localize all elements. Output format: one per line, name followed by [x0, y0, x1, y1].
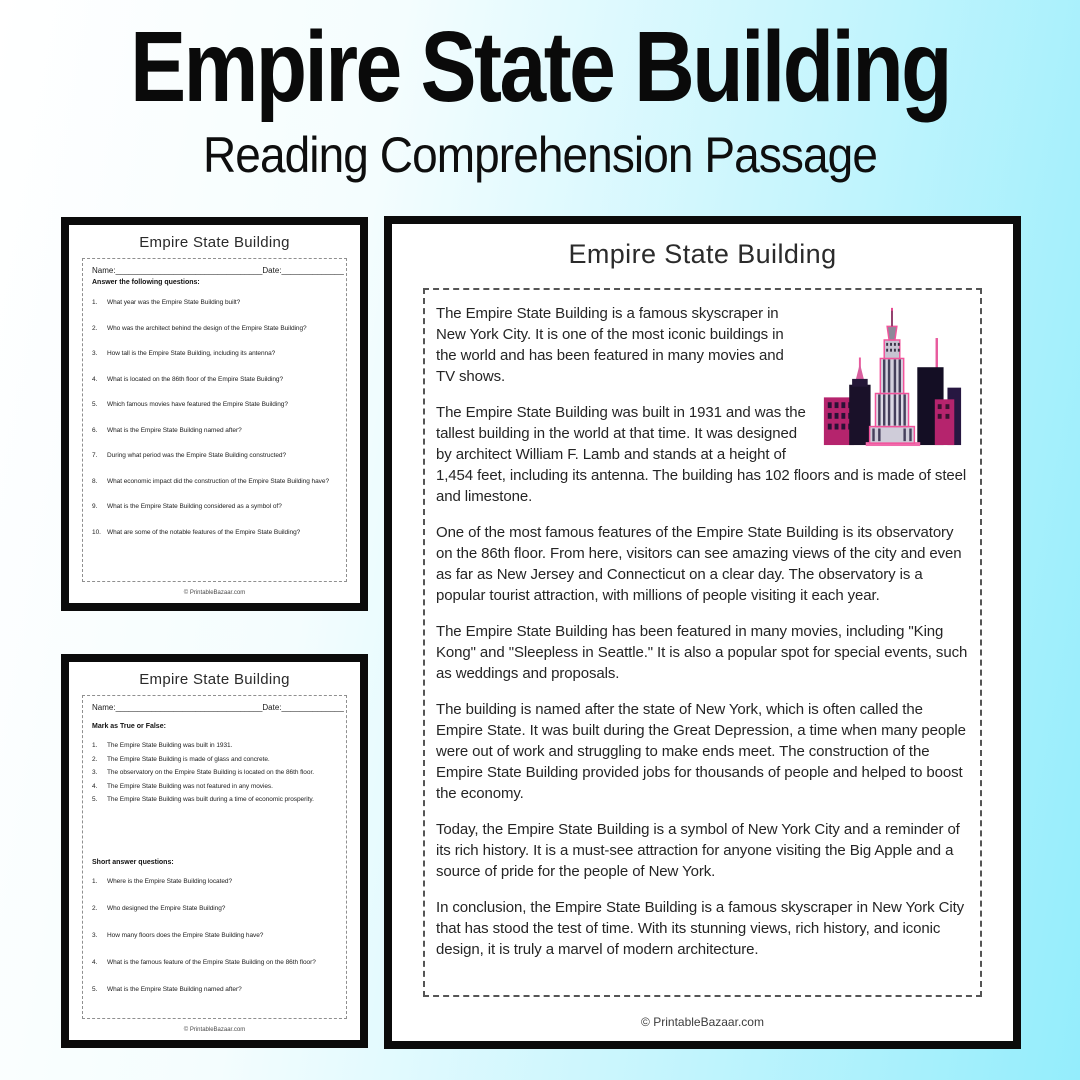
question-text: What is the Empire State Building considered as a symbol of?	[107, 503, 282, 510]
item-number: 5.	[92, 796, 98, 803]
name-field: Name:_________________________________	[92, 703, 263, 712]
worksheet-questions-box	[82, 258, 347, 582]
copyright-footer: © PrintableBazaar.com	[641, 1015, 764, 1029]
question-number: 5.	[92, 401, 98, 408]
truefalse-item	[92, 783, 337, 790]
section-label: Answer the following questions:	[92, 279, 200, 286]
question-number: 9.	[92, 503, 98, 510]
truefalse-item	[92, 769, 337, 776]
question-text: What are some of the notable features of the Empire State Building?	[107, 528, 301, 536]
question-number: 3.	[92, 350, 98, 357]
passage-box	[423, 288, 982, 997]
question-item	[92, 478, 337, 485]
question-number: 10.	[92, 528, 101, 536]
short-answer-label: Short answer questions:	[92, 859, 174, 866]
question-text: During what period was the Empire State Building constructed?	[107, 452, 287, 459]
item-text: What is the Empire State Building named after?	[107, 986, 242, 993]
question-item	[92, 350, 337, 357]
copyright-footer: © PrintableBazaar.com	[183, 1027, 246, 1033]
passage-paragraph: The Empire State Building has been featured in many movies, including "King Kong" and "Sleepless in Seattle." It is also a popular spot for special events, such as weddings and proposals.	[436, 623, 968, 682]
name-date-row	[92, 266, 344, 275]
esb-tower	[866, 308, 920, 446]
item-text: The observatory on the Empire State Building is located on the 86th floor.	[107, 769, 314, 776]
passage-paragraph: The building is named after the state of New York, which is often called the Empire State. It was built during the Great Depression, a time when many people were out of work and struggling to make ends meet. The construction of the Empire State Building provided jobs for thousands of people and helped to boost the economy.	[436, 701, 966, 802]
item-text: How many floors does the Empire State Building have?	[107, 932, 264, 939]
question-number: 4.	[92, 375, 98, 383]
left-buildings	[824, 357, 871, 445]
worksheet-questions-page	[61, 217, 368, 611]
short-answer-item	[92, 959, 337, 966]
question-number: 7.	[92, 452, 98, 459]
truefalse-item	[92, 742, 337, 749]
passage-paragraph: Today, the Empire State Building is a symbol of New York City and a reminder of its rich history. It is a must-see attraction for anyone visiting the Big Apple and a source of pride for the people of New York.	[436, 821, 960, 880]
question-item	[92, 529, 337, 536]
header	[0, 11, 1080, 184]
short-answer-list	[92, 878, 337, 993]
short-answer-item	[92, 932, 337, 939]
question-item	[92, 427, 337, 434]
truefalse-list	[92, 742, 337, 803]
main-title: Empire State Building	[130, 11, 950, 123]
item-text: The Empire State Building was not featured in any movies.	[107, 782, 273, 790]
item-number: 2.	[92, 905, 98, 912]
question-text: Who was the architect behind the design of the Empire State Building?	[107, 324, 307, 332]
question-item	[92, 325, 337, 332]
date-field: Date:______________	[262, 266, 344, 275]
question-text: What year was the Empire State Building built?	[107, 299, 241, 306]
item-number: 5.	[92, 986, 98, 993]
short-answer-item	[92, 986, 337, 993]
passage-title: Empire State Building	[568, 239, 837, 269]
short-answer-item	[92, 878, 337, 885]
item-text: Where is the Empire State Building located?	[107, 878, 233, 885]
truefalse-item	[92, 796, 337, 803]
right-buildings	[917, 338, 961, 445]
question-text: What is the Empire State Building named after?	[107, 426, 242, 434]
question-item	[92, 503, 337, 510]
copyright-footer: © PrintableBazaar.com	[183, 590, 246, 596]
item-number: 1.	[92, 742, 98, 749]
truefalse-label: Mark as True or False:	[92, 723, 166, 730]
short-answer-item	[92, 905, 337, 912]
worksheet-truefalse-box	[82, 695, 347, 1019]
item-number: 1.	[92, 878, 98, 885]
worksheet-truefalse-title: Empire State Building	[139, 671, 290, 688]
worksheet-questions-title: Empire State Building	[139, 234, 290, 251]
passage-paragraph: One of the most famous features of the Empire State Building is its observatory on the 86th floor. From here, visitors can see amazing views of the city and even as far as New Jersey and Connecticut on a clear day. The observatory is a popular tourist attraction, with millions of people visiting it each year.	[436, 524, 962, 604]
passage-paragraph: The Empire State Building was built in 1931 and was the tallest building in the world at that time. It was designed by architect William F. Lamb and stands at a height of 1,454 feet, including its antenna. The building has 102 floors and is made of steel and limestone.	[436, 404, 967, 505]
question-text: What is located on the 86th floor of the Empire State Building?	[107, 375, 284, 383]
name-date-row	[92, 703, 344, 712]
worksheet-truefalse-page	[61, 654, 368, 1048]
item-number: 3.	[92, 932, 98, 939]
question-item	[92, 299, 337, 306]
skyline-graphic	[818, 303, 966, 447]
question-item	[92, 401, 337, 408]
question-text: What economic impact did the construction of the Empire State Building have?	[107, 477, 330, 485]
item-text: What is the famous feature of the Empire State Building on the 86th floor?	[107, 959, 316, 966]
item-text: The Empire State Building is made of glass and concrete.	[107, 755, 270, 763]
passage-paragraph: The Empire State Building is a famous skyscraper in New York City. It is one of the most iconic buildings in the world and has been featured in many movies and TV shows.	[436, 305, 784, 385]
item-number: 4.	[92, 959, 98, 966]
item-text: Who designed the Empire State Building?	[107, 905, 226, 912]
item-number: 2.	[92, 755, 98, 763]
subtitle: Reading Comprehension Passage	[202, 127, 877, 183]
date-field: Date:______________	[262, 703, 344, 712]
question-number: 2.	[92, 324, 98, 332]
item-text: The Empire State Building was built during a time of economic prosperity.	[107, 796, 314, 803]
question-number: 1.	[92, 299, 98, 306]
passage-page	[384, 216, 1021, 1049]
empire-state-building-clipart	[818, 303, 966, 447]
item-number: 3.	[92, 769, 98, 776]
name-field: Name:_________________________________	[92, 266, 263, 275]
truefalse-item	[92, 756, 337, 763]
question-number: 6.	[92, 426, 98, 434]
question-text: Which famous movies have featured the Empire State Building?	[107, 401, 288, 408]
item-text: The Empire State Building was built in 1931.	[107, 742, 233, 749]
question-item	[92, 452, 337, 459]
item-number: 4.	[92, 782, 98, 790]
question-number: 8.	[92, 477, 98, 485]
question-item	[92, 376, 337, 383]
passage-paragraph: In conclusion, the Empire State Building is a famous skyscraper in New York City that has stood the test of time. With its stunning views, rich history, and iconic design, it is truly a marvel of modern architecture.	[436, 899, 965, 958]
question-text: How tall is the Empire State Building, including its antenna?	[107, 350, 276, 357]
